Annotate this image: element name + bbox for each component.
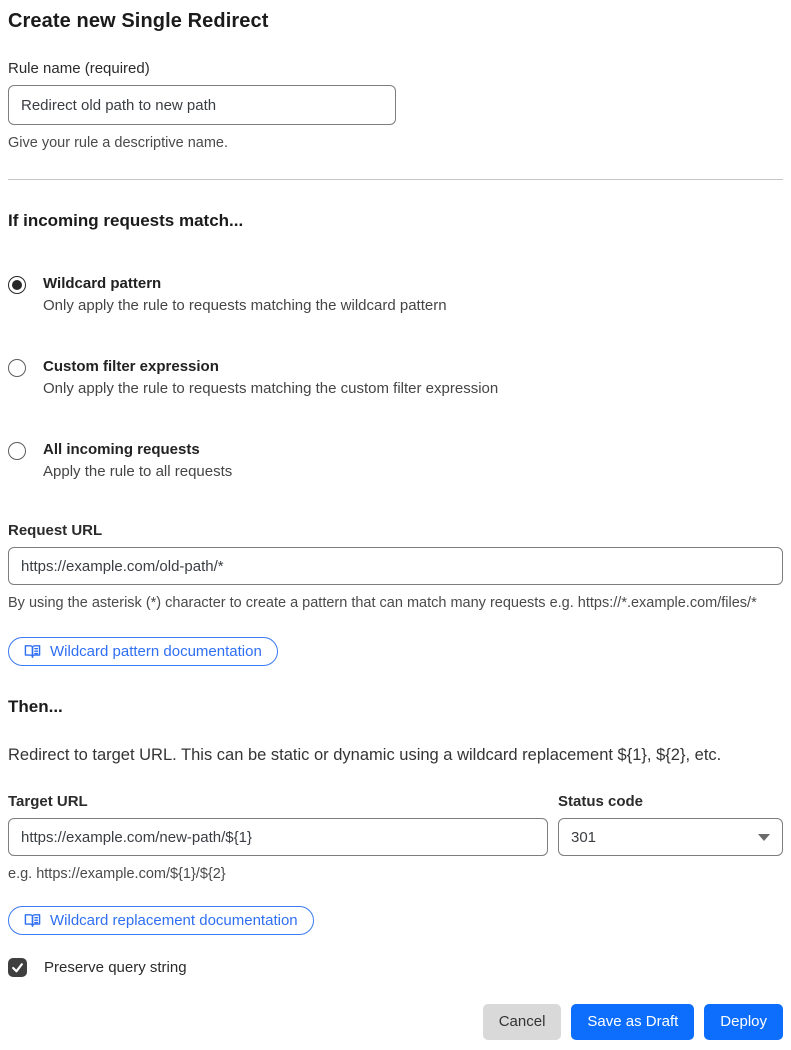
radio-unselected-icon[interactable] — [8, 442, 26, 460]
radio-wildcard-pattern[interactable] — [8, 275, 783, 314]
page-title: Create new Single Redirect — [8, 10, 269, 32]
rule-name-label: Rule name (required) — [8, 60, 150, 77]
target-url-help: e.g. https://example.com/${1}/${2} — [8, 866, 226, 883]
target-url-label: Target URL — [8, 793, 88, 811]
radio-all-incoming-requests[interactable] — [8, 441, 783, 480]
deploy-button[interactable]: Deploy — [704, 1004, 783, 1040]
radio-wildcard-pattern-label: Wildcard pattern — [43, 275, 162, 293]
wildcard-pattern-documentation-label: Wildcard pattern documentation — [50, 642, 262, 660]
then-section-heading: Then... — [8, 696, 63, 716]
target-url-status-row — [8, 793, 783, 885]
cancel-button[interactable]: Cancel — [483, 1004, 562, 1040]
preserve-query-string-checkbox-row[interactable] — [8, 958, 783, 977]
book-open-icon — [24, 643, 41, 660]
rule-name-input[interactable] — [8, 85, 396, 125]
match-type-radio-group — [8, 275, 783, 480]
status-code-value: 301 — [571, 828, 597, 846]
preserve-query-string-label: Preserve query string — [44, 958, 187, 976]
radio-all-incoming-requests-label: All incoming requests — [43, 441, 200, 459]
radio-all-incoming-requests-description: Apply the rule to all requests — [43, 463, 233, 481]
checkbox-checked-icon[interactable] — [8, 958, 27, 977]
wildcard-replacement-documentation-button[interactable] — [8, 906, 314, 935]
match-section-heading: If incoming requests match... — [8, 211, 244, 231]
then-description: Redirect to target URL. This can be static or dynamic using a wildcard replacement ${1}, ${2}, etc. — [8, 745, 722, 764]
target-url-input[interactable] — [8, 818, 548, 856]
wildcard-replacement-documentation-label: Wildcard replacement documentation — [50, 911, 298, 929]
radio-custom-filter-expression-label: Custom filter expression — [43, 358, 219, 376]
book-open-icon — [24, 912, 41, 929]
radio-custom-filter-expression-description: Only apply the rule to requests matching the custom filter expression — [43, 380, 499, 398]
radio-selected-icon[interactable] — [8, 276, 26, 294]
radio-unselected-icon[interactable] — [8, 359, 26, 377]
rule-name-help: Give your rule a descriptive name. — [8, 135, 229, 151]
request-url-help: By using the asterisk (*) character to create a pattern that can match many requests e.g. https://*.example.com/files/* — [8, 595, 757, 612]
request-url-label: Request URL — [8, 522, 103, 540]
status-code-label: Status code — [558, 793, 644, 811]
section-divider — [8, 179, 783, 180]
save-as-draft-button[interactable]: Save as Draft — [571, 1004, 694, 1040]
wildcard-pattern-documentation-button[interactable] — [8, 637, 278, 666]
footer-action-bar — [8, 1004, 783, 1040]
request-url-input[interactable] — [8, 547, 783, 585]
status-code-select[interactable] — [558, 818, 783, 856]
radio-wildcard-pattern-description: Only apply the rule to requests matching the wildcard pattern — [43, 297, 447, 315]
chevron-down-icon — [758, 834, 770, 841]
radio-custom-filter-expression[interactable] — [8, 358, 783, 397]
